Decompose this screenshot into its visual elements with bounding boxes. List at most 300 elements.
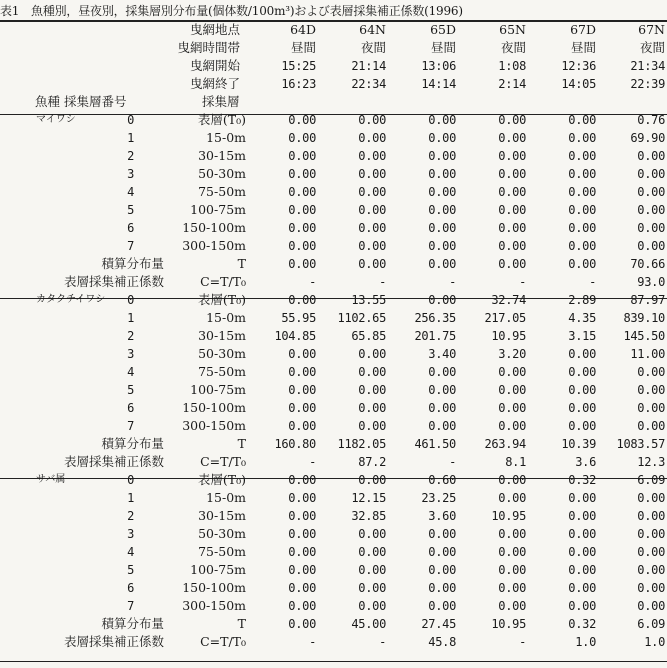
time-row <box>0 39 667 57</box>
start-row-value: 1:08 <box>498 59 526 73</box>
layer-number: 2 <box>127 329 134 343</box>
coef-value: 8.1 <box>505 455 526 469</box>
value-cell: 0.00 <box>358 167 386 181</box>
coef-value: 93.0 <box>637 275 665 289</box>
fish-name: サバ属 <box>36 474 66 485</box>
value-cell: 0.00 <box>637 203 665 217</box>
value-cell: 0.00 <box>568 149 596 163</box>
column-header-row <box>0 93 667 111</box>
coef-value: 3.6 <box>575 455 596 469</box>
time-row-value: 昼間 <box>570 40 596 55</box>
value-cell: 0.00 <box>428 401 456 415</box>
value-cell: 0.00 <box>637 599 665 613</box>
table-row <box>0 399 667 417</box>
blank <box>0 597 60 615</box>
sum-row <box>0 435 667 453</box>
value-cell: 0.00 <box>568 419 596 433</box>
end-row <box>0 75 667 93</box>
layer-number: 7 <box>127 419 134 433</box>
coef-value: 87.2 <box>358 455 386 469</box>
value-cell: 0.00 <box>568 239 596 253</box>
value-cell: 0.00 <box>358 383 386 397</box>
blank <box>526 93 596 111</box>
value-cell: 4.35 <box>568 311 596 325</box>
value-cell: 0.00 <box>568 365 596 379</box>
table-row <box>0 345 667 363</box>
layer-name: 150-100m <box>182 580 246 595</box>
sum-value: 461.50 <box>414 437 456 451</box>
layer-name: 表層(T₀) <box>197 112 246 127</box>
layer-column-header: 採集層 <box>202 94 240 109</box>
blank <box>316 93 386 111</box>
table-row <box>0 579 667 597</box>
layer-name: 表層(T₀) <box>197 472 246 487</box>
sum-label: 積算分布量 <box>101 436 164 451</box>
sum-value: 0.00 <box>568 257 596 271</box>
sum-value: 0.00 <box>288 617 316 631</box>
value-cell: 65.85 <box>351 329 386 343</box>
layer-number: 3 <box>127 347 134 361</box>
value-cell: 0.00 <box>498 383 526 397</box>
blank <box>0 561 60 579</box>
value-cell: 0.00 <box>568 491 596 505</box>
sum-code: T <box>237 616 246 631</box>
value-cell: 0.00 <box>288 581 316 595</box>
value-cell: 0.00 <box>498 527 526 541</box>
table-row <box>0 147 667 165</box>
value-cell: 2.89 <box>568 293 596 307</box>
layer-number: 4 <box>127 185 134 199</box>
coef-value: 1.0 <box>644 635 665 649</box>
layer-name: 15-0m <box>206 490 246 505</box>
layer-name: 表層(T₀) <box>197 292 246 307</box>
sum-value: 0.00 <box>428 257 456 271</box>
table-row <box>0 417 667 435</box>
value-cell: 0.00 <box>358 581 386 595</box>
layer-number: 0 <box>127 293 134 307</box>
value-cell: 0.00 <box>637 167 665 181</box>
value-cell: 0.00 <box>637 221 665 235</box>
coef-value: 1.0 <box>575 635 596 649</box>
coef-row <box>0 453 667 471</box>
time-row-value: 夜間 <box>500 40 526 55</box>
layer-number: 6 <box>127 581 134 595</box>
value-cell: 0.00 <box>358 563 386 577</box>
fish-column-header: 魚種 <box>34 94 60 109</box>
value-cell: 0.00 <box>428 221 456 235</box>
sum-value: 1083.57 <box>616 437 665 451</box>
station-row-value: 64D <box>290 22 316 37</box>
layer-name: 100-75m <box>190 202 246 217</box>
sum-value: 70.66 <box>630 257 665 271</box>
value-cell: 0.00 <box>358 599 386 613</box>
layer-number: 6 <box>127 401 134 415</box>
value-cell: 0.00 <box>288 563 316 577</box>
value-cell: 0.00 <box>288 293 316 307</box>
coef-value: 12.3 <box>637 455 665 469</box>
layer-name: 300-150m <box>182 418 246 433</box>
coef-label: 表層採集補正係数 <box>63 274 164 289</box>
value-cell: 0.00 <box>288 473 316 487</box>
end-row-value: 22:39 <box>630 77 665 91</box>
layer-number: 5 <box>127 383 134 397</box>
station-row-value: 65N <box>499 22 526 37</box>
value-cell: 256.35 <box>414 311 456 325</box>
value-cell: 0.00 <box>568 383 596 397</box>
value-cell: 217.05 <box>484 311 526 325</box>
layer-number: 0 <box>127 113 134 127</box>
coef-code: C=T/T₀ <box>200 634 246 649</box>
value-cell: 32.85 <box>351 509 386 523</box>
sum-code: T <box>237 256 246 271</box>
table-row <box>0 543 667 561</box>
value-cell: 0.00 <box>428 581 456 595</box>
time-row-value: 夜間 <box>639 40 665 55</box>
value-cell: 0.00 <box>637 545 665 559</box>
value-cell: 0.00 <box>498 419 526 433</box>
layer-number: 4 <box>127 545 134 559</box>
value-cell: 0.00 <box>288 419 316 433</box>
value-cell: 0.00 <box>568 221 596 235</box>
blank <box>0 147 60 165</box>
value-cell: 0.00 <box>637 509 665 523</box>
end-row-value: 14:05 <box>561 77 596 91</box>
table-row <box>0 489 667 507</box>
value-cell: 3.20 <box>498 347 526 361</box>
value-cell: 0.00 <box>568 203 596 217</box>
time-row-value: 昼間 <box>430 40 456 55</box>
table-row <box>0 237 667 255</box>
sum-code: T <box>237 436 246 451</box>
value-cell: 0.00 <box>637 185 665 199</box>
blank <box>0 381 60 399</box>
table-row <box>0 363 667 381</box>
layer-name: 75-50m <box>198 364 246 379</box>
layer-number: 2 <box>127 149 134 163</box>
layer-number: 1 <box>127 131 134 145</box>
sum-value: 10.39 <box>561 437 596 451</box>
blank <box>0 417 60 435</box>
value-cell: 0.00 <box>568 509 596 523</box>
value-cell: 0.00 <box>358 131 386 145</box>
value-cell: 0.00 <box>288 401 316 415</box>
blank <box>0 165 60 183</box>
layer-name: 100-75m <box>190 382 246 397</box>
value-cell: 1102.65 <box>337 311 386 325</box>
station-row-value: 67N <box>638 22 665 37</box>
value-cell: 69.90 <box>630 131 665 145</box>
bottom-rule <box>0 661 667 662</box>
sum-value: 0.00 <box>498 257 526 271</box>
value-cell: 0.00 <box>637 239 665 253</box>
layer-no-column-header: 採集層番号 <box>64 94 127 109</box>
value-cell: 0.00 <box>358 113 386 127</box>
value-cell: 0.00 <box>568 545 596 559</box>
table-row <box>0 165 667 183</box>
blank <box>0 237 60 255</box>
coef-value: - <box>309 635 316 649</box>
value-cell: 0.00 <box>288 383 316 397</box>
value-cell: 0.00 <box>498 473 526 487</box>
value-cell: 0.00 <box>498 131 526 145</box>
layer-number: 5 <box>127 203 134 217</box>
value-cell: 0.00 <box>288 185 316 199</box>
value-cell: 0.00 <box>498 563 526 577</box>
value-cell: 0.00 <box>288 203 316 217</box>
layer-name: 75-50m <box>198 184 246 199</box>
table-caption: 表1 魚種別，昼夜別，採集層別分布量(個体数/100m³)および表層採集補正係数(1996) <box>0 4 463 18</box>
fish-name: カタクチイワシ <box>36 294 106 305</box>
table-row <box>0 111 667 129</box>
spacer <box>0 0 667 21</box>
layer-name: 150-100m <box>182 220 246 235</box>
layer-name: 300-150m <box>182 598 246 613</box>
coef-row <box>0 273 667 291</box>
end-row-value: 16:23 <box>281 77 316 91</box>
value-cell: 0.00 <box>288 239 316 253</box>
sum-row <box>0 255 667 273</box>
value-cell: 0.00 <box>358 419 386 433</box>
blank <box>0 201 60 219</box>
coef-value: - <box>309 275 316 289</box>
value-cell: 0.00 <box>428 167 456 181</box>
sum-label: 積算分布量 <box>101 616 164 631</box>
value-cell: 0.00 <box>498 239 526 253</box>
station-row-label: 曳網地点 <box>189 22 240 37</box>
table-row <box>0 201 667 219</box>
coef-code: C=T/T₀ <box>200 454 246 469</box>
blank <box>0 579 60 597</box>
layer-number: 2 <box>127 509 134 523</box>
value-cell: 0.00 <box>498 401 526 415</box>
station-row-value: 64N <box>359 22 386 37</box>
coef-value: - <box>519 275 526 289</box>
blank <box>0 219 60 237</box>
coef-value: 45.8 <box>428 635 456 649</box>
layer-name: 50-30m <box>198 346 246 361</box>
layer-number: 0 <box>127 473 134 487</box>
blank <box>0 363 60 381</box>
coef-value: - <box>379 635 386 649</box>
layer-name: 30-15m <box>198 508 246 523</box>
value-cell: 0.76 <box>637 113 665 127</box>
end-row-label: 曳網終了 <box>189 76 240 91</box>
blank <box>0 57 60 75</box>
value-cell: 0.00 <box>428 419 456 433</box>
value-cell: 0.00 <box>288 221 316 235</box>
value-cell: 104.85 <box>274 329 316 343</box>
value-cell: 0.00 <box>568 401 596 415</box>
blank <box>0 21 60 39</box>
value-cell: 145.50 <box>623 329 665 343</box>
value-cell: 0.00 <box>428 113 456 127</box>
sum-value: 160.80 <box>274 437 316 451</box>
end-row-value: 14:14 <box>421 77 456 91</box>
layer-name: 100-75m <box>190 562 246 577</box>
value-cell: 0.00 <box>358 221 386 235</box>
value-cell: 0.00 <box>428 203 456 217</box>
layer-number: 7 <box>127 239 134 253</box>
value-cell: 0.00 <box>498 203 526 217</box>
table-row <box>0 471 667 489</box>
blank <box>0 525 60 543</box>
value-cell: 0.00 <box>498 185 526 199</box>
blank <box>246 93 316 111</box>
value-cell: 0.00 <box>498 221 526 235</box>
time-row-value: 昼間 <box>290 40 316 55</box>
layer-number: 7 <box>127 599 134 613</box>
value-cell: 0.00 <box>358 347 386 361</box>
blank <box>0 183 60 201</box>
value-cell: 23.25 <box>421 491 456 505</box>
value-cell: 0.32 <box>568 473 596 487</box>
coef-label: 表層採集補正係数 <box>63 454 164 469</box>
value-cell: 0.00 <box>358 239 386 253</box>
layer-number: 3 <box>127 167 134 181</box>
time-row-label: 曳網時間帯 <box>177 40 240 55</box>
value-cell: 0.00 <box>358 365 386 379</box>
layer-name: 50-30m <box>198 526 246 541</box>
blank <box>0 399 60 417</box>
value-cell: 0.00 <box>428 563 456 577</box>
value-cell: 0.00 <box>288 509 316 523</box>
layer-name: 15-0m <box>206 310 246 325</box>
value-cell: 55.95 <box>281 311 316 325</box>
start-row-value: 15:25 <box>281 59 316 73</box>
layer-name: 30-15m <box>198 328 246 343</box>
value-cell: 0.00 <box>428 293 456 307</box>
table-row <box>0 597 667 615</box>
station-row-value: 67D <box>570 22 596 37</box>
blank <box>0 489 60 507</box>
value-cell: 3.40 <box>428 347 456 361</box>
value-cell: 0.00 <box>288 365 316 379</box>
value-cell: 0.00 <box>637 527 665 541</box>
value-cell: 0.00 <box>428 365 456 379</box>
value-cell: 11.00 <box>630 347 665 361</box>
value-cell: 0.00 <box>428 185 456 199</box>
table-row <box>0 219 667 237</box>
blank <box>0 345 60 363</box>
sum-value: 0.00 <box>288 257 316 271</box>
blank <box>0 75 60 93</box>
layer-number: 1 <box>127 491 134 505</box>
sum-value: 27.45 <box>421 617 456 631</box>
value-cell: 0.00 <box>358 149 386 163</box>
table-row <box>0 525 667 543</box>
sum-value: 1182.05 <box>337 437 386 451</box>
value-cell: 0.00 <box>498 581 526 595</box>
layer-name: 30-15m <box>198 148 246 163</box>
value-cell: 0.00 <box>568 581 596 595</box>
value-cell: 0.00 <box>428 383 456 397</box>
sum-value: 10.95 <box>491 617 526 631</box>
value-cell: 0.00 <box>358 185 386 199</box>
value-cell: 0.00 <box>637 419 665 433</box>
value-cell: 0.00 <box>637 401 665 415</box>
value-cell: 0.00 <box>568 527 596 541</box>
value-cell: 0.00 <box>288 347 316 361</box>
value-cell: 0.00 <box>498 545 526 559</box>
table-row <box>0 381 667 399</box>
fish-name: マイワシ <box>36 114 76 125</box>
time-row-value: 夜間 <box>360 40 386 55</box>
layer-number: 6 <box>127 221 134 235</box>
value-cell: 0.00 <box>568 599 596 613</box>
layer-name: 15-0m <box>206 130 246 145</box>
value-cell: 0.00 <box>568 113 596 127</box>
value-cell: 0.00 <box>358 203 386 217</box>
coef-code: C=T/T₀ <box>200 274 246 289</box>
sum-value: 0.32 <box>568 617 596 631</box>
blank <box>0 327 60 345</box>
coef-value: - <box>519 635 526 649</box>
coef-value: - <box>589 275 596 289</box>
blank <box>386 93 456 111</box>
coef-value: - <box>449 275 456 289</box>
value-cell: 0.00 <box>358 401 386 415</box>
start-row-value: 21:14 <box>351 59 386 73</box>
value-cell: 0.00 <box>428 131 456 145</box>
coef-value: - <box>449 455 456 469</box>
blank <box>0 39 60 57</box>
value-cell: 0.00 <box>498 167 526 181</box>
sum-value: 45.00 <box>351 617 386 631</box>
table-row <box>0 291 667 309</box>
value-cell: 3.15 <box>568 329 596 343</box>
value-cell: 0.00 <box>637 563 665 577</box>
value-cell: 0.00 <box>358 527 386 541</box>
blank <box>0 309 60 327</box>
value-cell: 0.00 <box>498 491 526 505</box>
value-cell: 6.09 <box>637 473 665 487</box>
blank <box>596 93 667 111</box>
layer-name: 50-30m <box>198 166 246 181</box>
sum-label: 積算分布量 <box>101 256 164 271</box>
value-cell: 0.00 <box>428 239 456 253</box>
sum-row <box>0 615 667 633</box>
value-cell: 0.00 <box>288 599 316 613</box>
start-row-value: 21:34 <box>630 59 665 73</box>
value-cell: 0.00 <box>358 473 386 487</box>
station-row <box>0 21 667 39</box>
value-cell: 0.60 <box>428 473 456 487</box>
blank <box>456 93 526 111</box>
value-cell: 0.00 <box>288 149 316 163</box>
layer-number: 4 <box>127 365 134 379</box>
value-cell: 0.00 <box>428 527 456 541</box>
sum-value: 263.94 <box>484 437 526 451</box>
value-cell: 0.00 <box>498 113 526 127</box>
blank <box>0 129 60 147</box>
value-cell: 0.00 <box>288 491 316 505</box>
blank <box>0 543 60 561</box>
value-cell: 87.97 <box>630 293 665 307</box>
value-cell: 839.10 <box>623 311 665 325</box>
value-cell: 0.00 <box>568 131 596 145</box>
table-row <box>0 507 667 525</box>
value-cell: 0.00 <box>568 167 596 181</box>
value-cell: 0.00 <box>568 563 596 577</box>
table-row <box>0 327 667 345</box>
value-cell: 0.00 <box>288 113 316 127</box>
value-cell: 0.00 <box>358 545 386 559</box>
start-row-value: 13:06 <box>421 59 456 73</box>
value-cell: 10.95 <box>491 329 526 343</box>
layer-number: 5 <box>127 563 134 577</box>
value-cell: 0.00 <box>498 149 526 163</box>
value-cell: 0.00 <box>637 149 665 163</box>
